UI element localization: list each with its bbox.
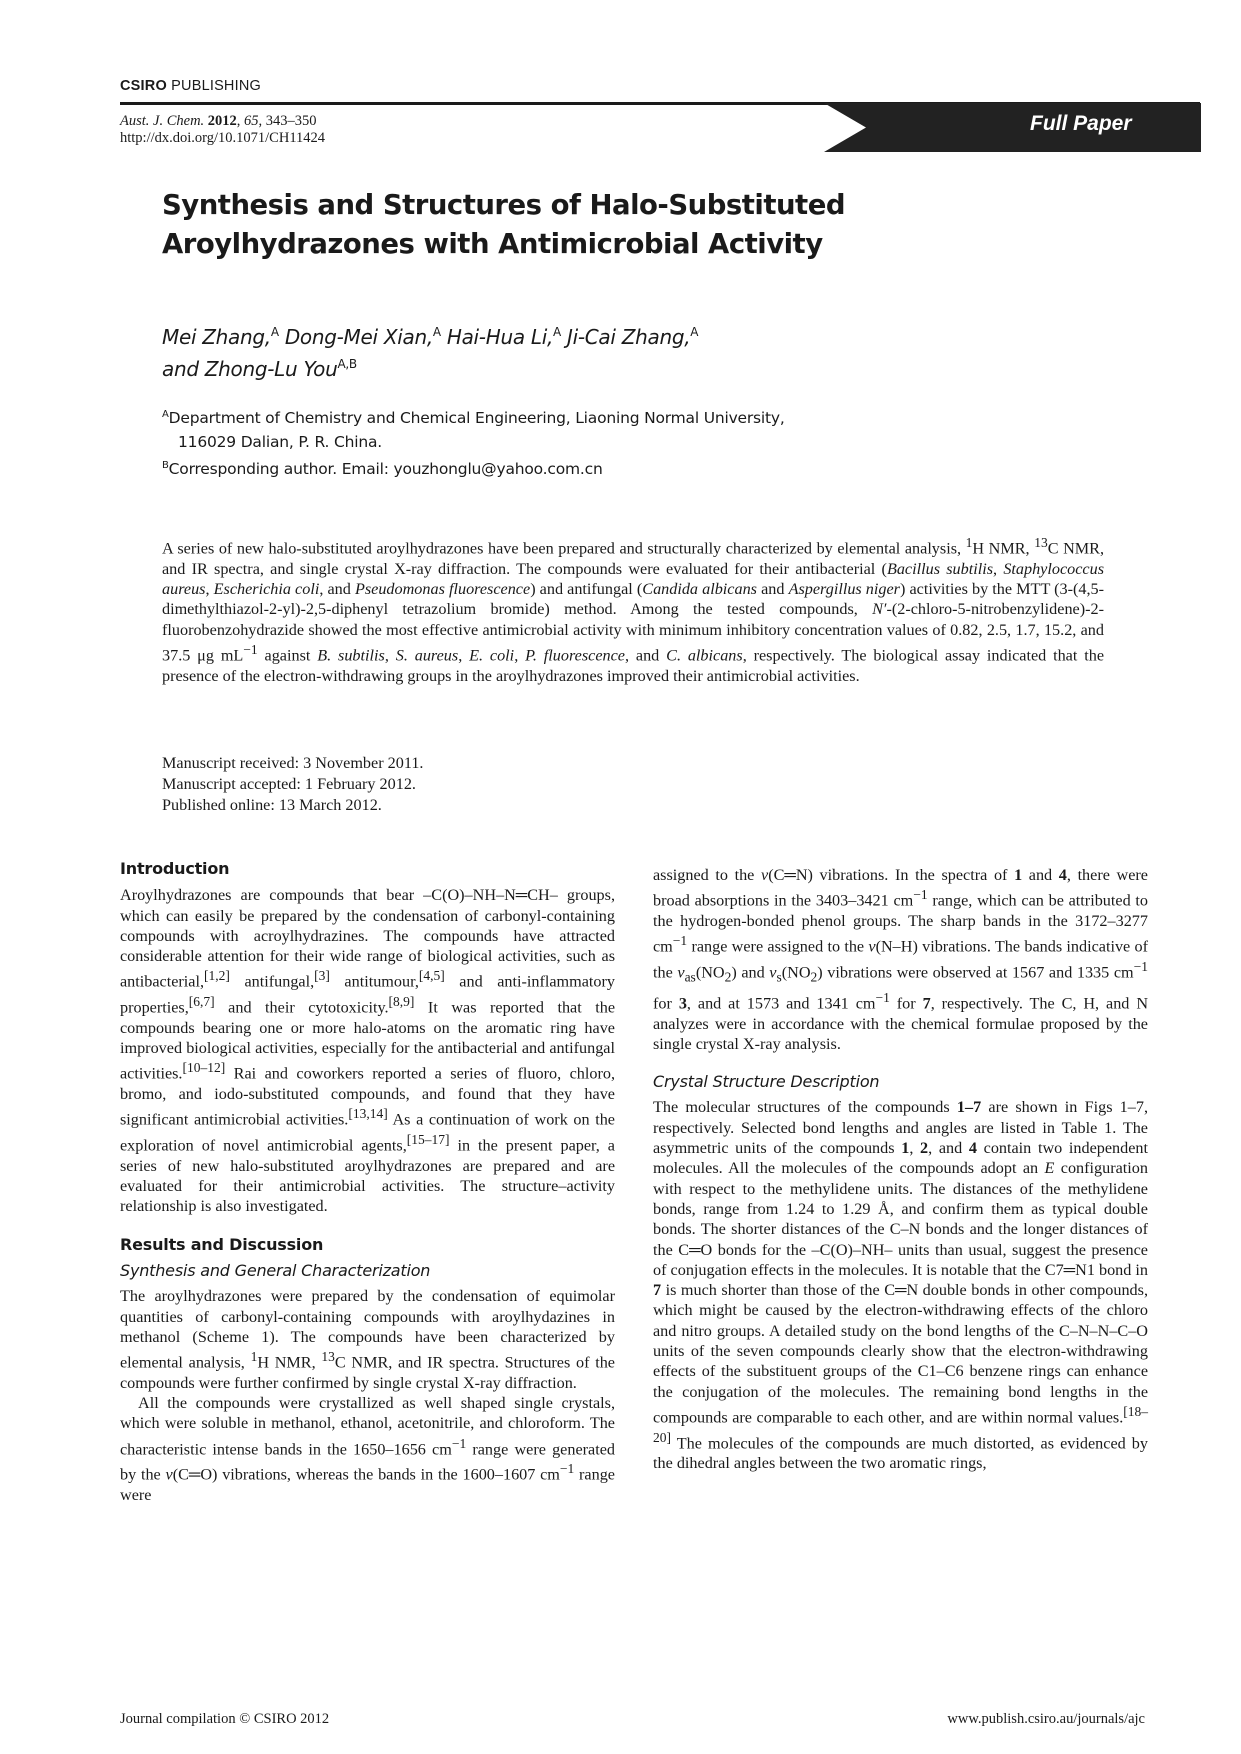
separator: and [756, 579, 789, 598]
paper-type-banner [824, 103, 1201, 152]
body-text: (C═O) vibrations, whereas the bands in the 1600–1607 cm [172, 1465, 560, 1484]
body-text: ) and [731, 963, 770, 982]
body-text: (N–H) vibrations. The bands indicative of the [653, 937, 1148, 982]
body-text: in the present paper, a series of new halo-substituted aroylhydrazones are prepared and are evaluated for their antimicrobial activities. The structure–activity relationship is also investigated. [120, 1136, 615, 1216]
superscript: 13 [321, 1349, 335, 1365]
corresponding-author: Corresponding author. Email: youzhonglu@yahoo.com.cn [168, 460, 603, 478]
body-text: configuration with respect to the methylidene units. The distances of the methylidene bonds, range from 1.24 to 1.29 Å, and confirm them as typical double bonds. The shorter distances of the C–N bonds and the longer distances of the C═O bonds for the –C(O)–NH– units than usual, suggest the presence of conjugation effects in the molecules. It is notable that the C7═N1 bond in [653, 1159, 1148, 1279]
body-text: contain two independent molecules. All the molecules of the compounds adopt an [653, 1139, 1148, 1178]
body-text: The molecules of the compounds are much distorted, as evidenced by the dihedral angles between the two aromatic rings, [653, 1434, 1148, 1473]
citation-ref[interactable]: [15–17] [406, 1132, 450, 1148]
superscript: −1 [243, 641, 258, 657]
compound-number: 4 [968, 1139, 977, 1158]
title-line-2: Aroylhydrazones with Antimicrobial Activity [162, 228, 823, 260]
results-paragraph-1 [120, 1286, 615, 1393]
paper-type-label: Full Paper [1030, 112, 1132, 135]
separator: , [458, 646, 470, 665]
subscript: s [776, 969, 782, 985]
separator: , and [625, 646, 667, 665]
body-text: are shown in Figs 1–7, respectively. Selected bond lengths and angles are listed in Table 1. The asymmetric units of the compounds [653, 1098, 1149, 1158]
superscript: −1 [1133, 958, 1148, 974]
citation-ref[interactable]: [6,7] [188, 994, 215, 1010]
body-text: assigned to the [653, 866, 761, 884]
organism-abbrev: S. aureus [395, 646, 459, 665]
separator: , [205, 579, 214, 598]
separator: , [993, 559, 1004, 578]
affil-label: A [162, 409, 169, 420]
crystal-paragraph [653, 1097, 1148, 1473]
citation-ref[interactable]: [8,9] [388, 994, 415, 1010]
body-text: Rai and coworkers reported a series of fluoro, chloro, bromo, and iodo-substituted compounds, and found that they have significant antimicrobial activities. [120, 1064, 615, 1129]
n-prime: N′ [872, 600, 887, 619]
journal-abbrev: Aust. J. Chem. [120, 113, 205, 129]
citation-ref[interactable]: [3] [314, 968, 330, 984]
organism-name: Pseudomonas fluorescence [354, 579, 531, 598]
date-received: Manuscript received: 3 November 2011. [162, 754, 424, 772]
author-3: Hai-Hua Li, [446, 325, 554, 349]
body-text: range were generated by the [120, 1440, 615, 1484]
body-text: , [909, 1139, 921, 1158]
affiliation-b [162, 454, 785, 481]
section-heading-results: Results and Discussion [120, 1234, 324, 1254]
section-heading-introduction: Introduction [120, 859, 230, 878]
right-column [653, 865, 1148, 1474]
compound-number: 4 [1058, 866, 1067, 884]
author-list [162, 319, 862, 383]
volume: 65 [244, 113, 259, 129]
author-4: Ji-Cai Zhang, [567, 325, 691, 349]
pages: 343–350 [265, 113, 317, 129]
superscript: 1 [250, 1349, 258, 1365]
body-text: range were [120, 1465, 615, 1505]
affiliation-a [162, 403, 785, 430]
spectra-paragraph [653, 865, 1148, 1054]
superscript: −1 [559, 1461, 575, 1477]
date-published: Published online: 13 March 2012. [162, 796, 382, 814]
separator: , [514, 646, 526, 665]
affil-a-line-2: 116029 Dalian, P. R. China. [178, 433, 382, 451]
abstract-text: ) and antifungal ( [530, 579, 643, 598]
superscript: −1 [672, 933, 688, 949]
superscript: −1 [451, 1435, 467, 1451]
superscript: −1 [913, 887, 928, 903]
body-text: It was reported that the compounds bearing one or more halo-atoms on the aromatic ring have improved biological activities, especially for the antibacterial and antifungal activities. [120, 998, 616, 1083]
affil-marker: A [553, 325, 561, 339]
article-title [162, 186, 922, 264]
author-5: and Zhong-Lu You [162, 357, 338, 381]
body-text: antifungal, [229, 972, 315, 991]
abstract-text: A series of new halo-substituted aroylhydrazones have been prepared and structurally characterized by elemental analysis, [162, 539, 962, 558]
citation-ref[interactable]: [4,5] [418, 968, 445, 984]
manuscript-dates [162, 753, 423, 816]
doi-link[interactable]: http://dx.doi.org/10.1071/CH11424 [120, 130, 326, 146]
compound-number: 1 [1014, 866, 1023, 884]
body-text: (NO [695, 963, 725, 982]
nu-symbol: ν [868, 937, 876, 956]
organism-name: Candida albicans [642, 579, 757, 598]
subscript: 2 [724, 969, 732, 985]
publisher-rest: PUBLISHING [171, 78, 261, 94]
compound-number: 1 [901, 1139, 910, 1158]
author-1: Mei Zhang, [162, 325, 271, 349]
citation-ref[interactable]: [18–20] [653, 1403, 1148, 1445]
title-line-1: Synthesis and Structures of Halo-Substituted [162, 189, 846, 221]
abstract-text: , respectively. The biological assay indicated that the presence of the electron-withdrawing groups in the aroylhydrazones improved their antimicrobial activities. [162, 646, 1105, 685]
separator: , [384, 646, 396, 665]
body-text: C NMR, and IR spectra. Structures of the compounds were further confirmed by single crystal X-ray diffraction. [120, 1353, 615, 1392]
body-text: , there were broad absorptions in the 3403–3421 cm [653, 866, 1148, 910]
body-text: range, which can be attributed to the hydrogen-bonded phenol groups. The sharp bands in the 3172–3277 cm [653, 891, 1148, 956]
abstract-text: C NMR, and IR spectra, and single crystal X-ray diffraction. The compounds were evaluated for their antibacterial ( [162, 539, 1105, 578]
body-text: range were assigned to the [687, 937, 869, 956]
subscript: as [684, 969, 696, 985]
compound-number: 7 [922, 994, 931, 1013]
organism-abbrev: P. fluorescence [525, 646, 625, 665]
body-text: (C═N) vibrations. In the spectra of [768, 866, 1015, 884]
affiliations [162, 403, 785, 481]
subsection-heading-crystal: Crystal Structure Description [653, 1072, 880, 1092]
superscript: 1 [965, 535, 973, 550]
results-paragraph-2 [120, 1393, 615, 1505]
body-text: , and at 1573 and 1341 cm [686, 994, 876, 1013]
nu-symbol: ν [761, 866, 769, 884]
nu-symbol: ν [769, 963, 777, 982]
subscript: 2 [810, 969, 818, 985]
citation-ref[interactable]: [1,2] [204, 968, 230, 984]
compound-range: 1–7 [956, 1098, 982, 1117]
affil-marker: A [270, 325, 279, 339]
subsection-heading-synthesis: Synthesis and General Characterization [120, 1261, 431, 1280]
superscript: 13 [1034, 535, 1048, 550]
body-text: and [1022, 866, 1059, 884]
abstract-text: -(2-chloro-5-nitrobenzylidene)-2-fluorobenzohydrazide showed the most effective antimicrobial activity with minimum inhibitory concentration values of 0.82, 2.5, 1.7, 15.2, and 37.5 μg mL [162, 600, 1104, 665]
superscript: −1 [875, 989, 890, 1005]
configuration-label: E [1044, 1159, 1055, 1178]
body-text: , and [928, 1139, 969, 1158]
organism-abbrev: E. coli [469, 646, 515, 665]
compound-number: 7 [653, 1281, 662, 1300]
citation-ref[interactable]: [10–12] [182, 1060, 226, 1076]
date-accepted: Manuscript accepted: 1 February 2012. [162, 775, 416, 793]
body-text: (NO [781, 963, 811, 982]
separator: , and [319, 579, 355, 598]
intro-paragraph [120, 885, 615, 1216]
abstract-text: H NMR, [972, 539, 1030, 558]
nu-symbol: ν [165, 1465, 173, 1484]
body-text: All the compounds were crystallized as well shaped single crystals, which were soluble in methanol, ethanol, acetonitrile, and chloroform. The characteristic intense bands in the 1650–1656 cm [120, 1394, 615, 1459]
body-text: , respectively. The C, H, and N analyzes were in accordance with the chemical formulae proposed by the single crystal X-ray analysis. [653, 994, 1149, 1053]
author-2: Dong-Mei Xian, [284, 325, 433, 349]
body-text: and anti-inflammatory properties, [120, 972, 615, 1017]
abstract-text: ) activities by the MTT (3-(4,5-dimethylthiazol-2-yl)-2,5-diphenyl tetrazolium bromide) method. Among the tested compounds, [162, 579, 1105, 619]
organism-name: Bacillus subtilis [886, 559, 994, 578]
organism-abbrev: B. subtilis [317, 646, 385, 665]
body-text: and their cytotoxicity. [214, 998, 389, 1017]
footer-copyright: Journal compilation © CSIRO 2012 [120, 1711, 330, 1727]
body-text: H NMR, [257, 1353, 322, 1372]
organism-abbrev: C. albicans [666, 646, 743, 665]
publisher-bold: CSIRO [120, 78, 167, 94]
publisher-name [120, 78, 261, 94]
affil-marker: A [690, 325, 699, 339]
compound-number: 2 [920, 1139, 929, 1158]
body-text: Aroylhydrazones are compounds that bear –C(O)–NH–N═CH– groups, which can easily be prepared by the condensation of carbonyl-containing compounds with acroylhydrazines. The compounds have attracted considerable attention for their wide range of biological activities, such as antibacterial, [120, 886, 615, 991]
body-text: As a continuation of work on the exploration of novel antimicrobial agents, [120, 1110, 615, 1155]
affil-marker: A,B [337, 357, 357, 371]
body-text: The aroylhydrazones were prepared by the condensation of equimolar quantities of carbonyl-containing compounds with aroylhydazines in methanol (Scheme 1). The compounds have been characterized by elemental analysis, [120, 1287, 615, 1372]
body-text: for [889, 994, 923, 1013]
left-column [120, 859, 615, 1505]
body-text: is much shorter than those of the C═N double bonds in other compounds, which might be caused by the electron-withdrawing effects of the chloro and nitro groups. A detailed study on the bond lengths of the C–N–N–C–O units of the seven compounds clearly show that the electron-withdrawing effects of the substituent groups of the C1–C6 benzene rings can enhance the conjugation of the molecules. The remaining bond lengths in the compounds are comparable to each other, and are within normal values. [653, 1281, 1148, 1427]
affil-a-line-1: Department of Chemistry and Chemical Engineering, Liaoning Normal University, [168, 409, 785, 427]
year: 2012 [207, 113, 237, 129]
body-text: antitumour, [329, 972, 419, 991]
compound-number: 3 [678, 994, 687, 1013]
citation: Aust. J. Chem. 2012, 65, 343–350 [120, 113, 317, 129]
citation-ref[interactable]: [13,14] [348, 1106, 388, 1122]
organism-name: Staphylococcus aureus [162, 559, 1105, 598]
affil-label: B [162, 460, 169, 471]
organism-name: Escherichia coli [213, 579, 320, 598]
organism-name: Aspergillus niger [788, 579, 900, 598]
separator: against [257, 646, 318, 665]
abstract [162, 533, 1104, 686]
body-text: ) vibrations were observed at 1567 and 1335 cm [817, 963, 1134, 982]
nu-symbol: ν [677, 963, 685, 982]
body-text: for [653, 994, 679, 1013]
body-text: The molecular structures of the compounds [653, 1098, 957, 1117]
footer-url[interactable]: www.publish.csiro.au/journals/ajc [947, 1711, 1145, 1727]
affil-marker: A [432, 325, 441, 339]
